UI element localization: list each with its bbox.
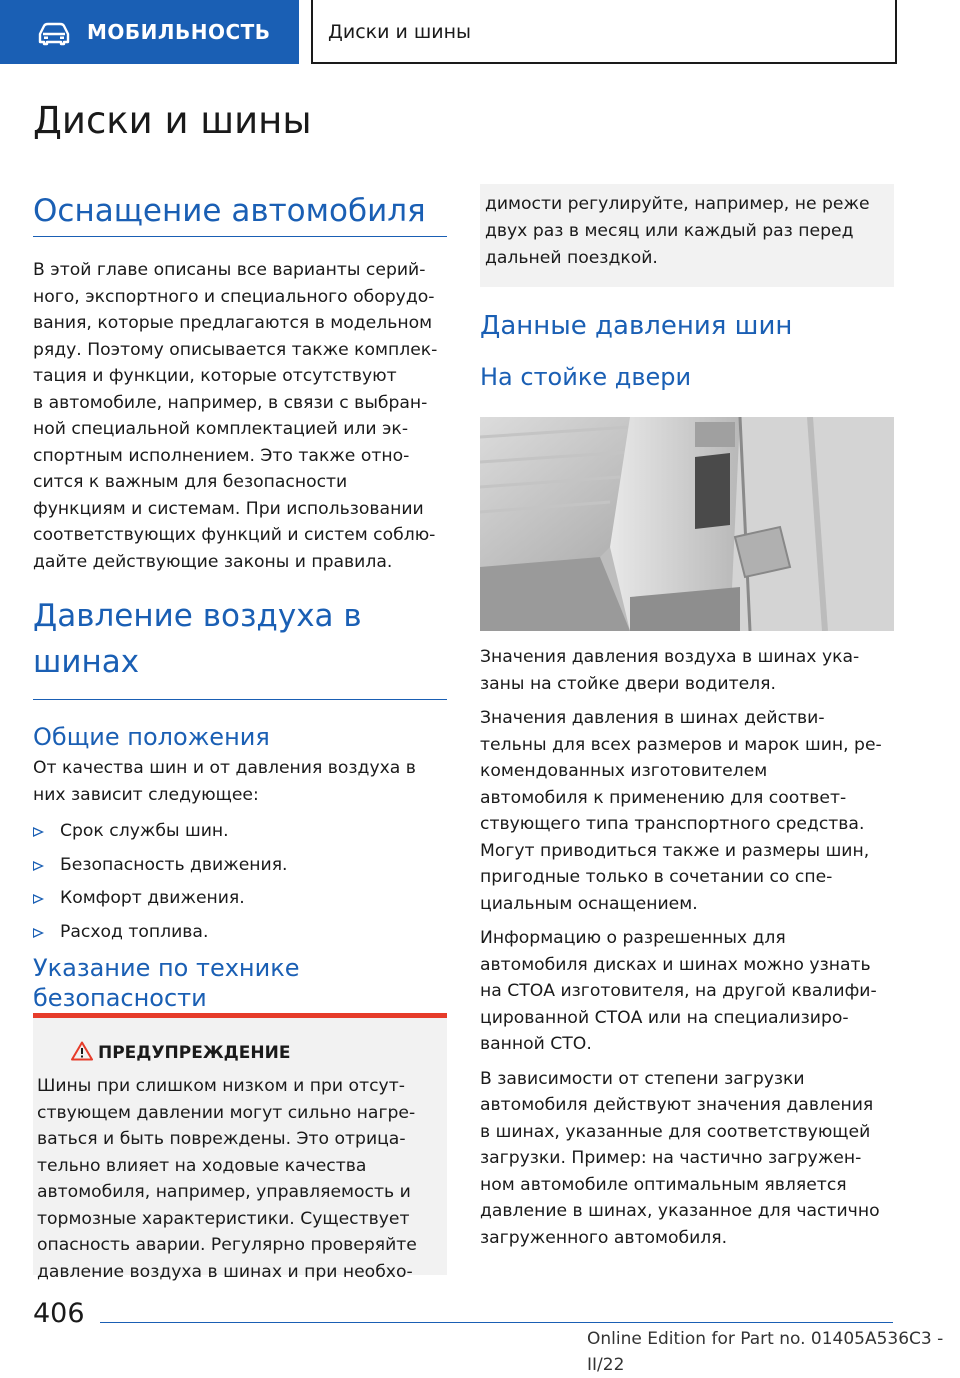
list-item: Срок службы шин.: [33, 818, 447, 845]
list-item: Расход топлива.: [33, 919, 447, 946]
footer-divider: [100, 1322, 893, 1323]
car-icon: [37, 22, 71, 46]
paragraph-general: От качества шин и от давления воздуха в них зависит следующее:: [33, 758, 416, 805]
footer-edition: Online Edition for Part no. 01405A536C3 - II/22: [587, 1329, 944, 1375]
bullet-list: [33, 818, 447, 945]
heading-safety: Указание по технике безопасности: [33, 954, 300, 1012]
bullet-triangle-icon: [33, 827, 44, 837]
paragraph-equipment: В этой главе описаны все варианты серий- ного, экспортного и специального оборудо- вания, которые предлагаются в модельном ряду. Поэтому описывается также комплек- тация и функции, которые отсутствуют в автомобиле, например, в связи с выбран- ной специальной комплектацией или эк- спортным исполнением. Это также отно- сится к важным для безопасности функциям и системам. При использовании соответствующих функций и систем соблю- дайте действующие законы и правила.: [33, 260, 438, 572]
right-column-headings: [480, 308, 894, 392]
section-label: МОБИЛЬНОСТЬ: [87, 20, 271, 44]
list-item: Безопасность движения.: [33, 852, 447, 879]
paragraph-validity: Значения давления в шинах действи- тельны для всех размеров и марок шин, ре- комендованных изготовителем автомобиля к применению для соответ- ствующего типа транспортного средства. Могут приводиться также и размеры шин, пригодные только в сочетании со спе- циальным оснащением.: [480, 708, 882, 914]
paragraph-door-values: Значения давления воздуха в шинах ука- заны на стойке двери водителя.: [480, 647, 860, 694]
warning-box: [33, 1013, 447, 1282]
heading-equipment: Оснащение автомобиля: [33, 193, 426, 229]
divider: [33, 236, 447, 237]
bullet-triangle-icon: [33, 861, 44, 871]
heading-tire-pressure: Давление воздуха в шинах: [33, 598, 362, 680]
page-number: 406: [33, 1298, 85, 1329]
paragraph-load: В зависимости от степени загрузки автомобиля действуют значения давления в шинах, указанные для соответствующей загрузки. Пример: на частично загружен- ном автомобиле оптимальным является давление в шинах, указанное для частично загруженного автомобиля.: [480, 1068, 880, 1248]
heading-door-pillar: На стойке двери: [480, 363, 692, 391]
section-tab: [0, 0, 299, 64]
right-column-text: [480, 644, 894, 1251]
warning-continuation-box: [480, 184, 894, 287]
door-pillar-photo: [480, 417, 894, 631]
left-column: [33, 191, 447, 1013]
page-title: Диски и шины: [33, 99, 312, 142]
list-item: Комфорт движения.: [33, 885, 447, 912]
warning-continuation-text: димости регулируйте, например, не реже двух раз в месяц или каждый раз перед дальней поездкой.: [485, 194, 870, 268]
paragraph-info: Информацию о разрешенных для автомобиля дисках и шинах можно узнать на СТОА изготовителя, на другой квалифи- цированной СТОА или на специализиро- ванной СТО.: [480, 928, 877, 1054]
heading-pressure-data: Данные давления шин: [480, 311, 793, 341]
chapter-header: [311, 0, 897, 64]
chapter-title: Диски и шины: [328, 21, 472, 43]
warning-bar: [33, 1013, 447, 1018]
warning-text: Шины при слишком низком и при отсут- ствующем давлении могут сильно нагре- ваться и быть повреждены. Это отрица- тельно влияет на ходовые качества автомобиля, например, управляемость и тормозные характеристики. Существует опасность аварии. Регулярно проверяйте давление воздуха в шинах и при необхо-: [37, 1076, 417, 1282]
heading-general: Общие положения: [33, 723, 270, 751]
warning-triangle-icon: [71, 1041, 93, 1061]
divider: [33, 699, 447, 700]
warning-title: ПРЕДУПРЕЖДЕНИЕ: [98, 1043, 291, 1063]
bullet-triangle-icon: [33, 894, 44, 904]
bullet-triangle-icon: [33, 928, 44, 938]
